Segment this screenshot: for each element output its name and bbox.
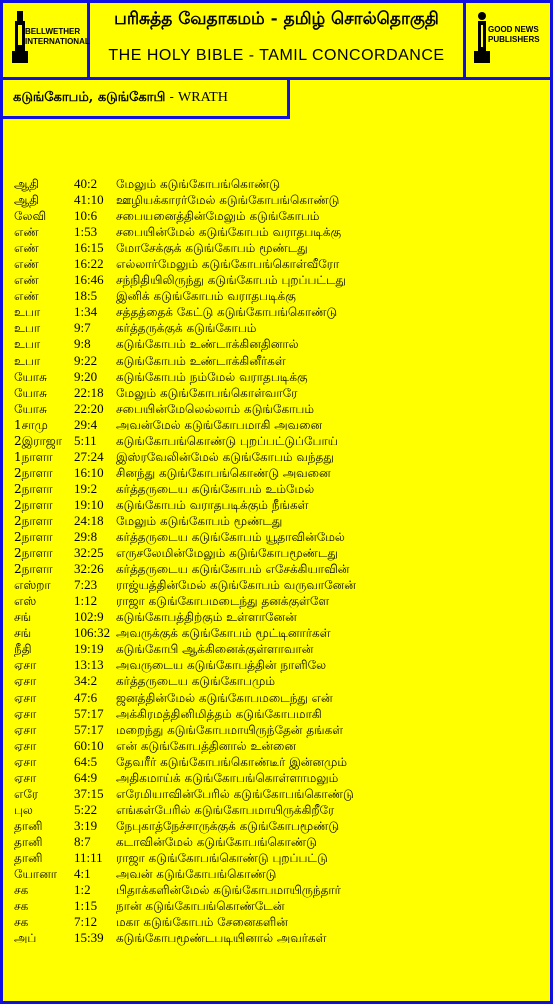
- entry-reference: 24:18: [74, 512, 104, 528]
- entry-reference: 16:10: [74, 464, 104, 480]
- publisher-right-line-2: PUBLISHERS: [488, 35, 540, 44]
- entry-reference: 9:22: [74, 352, 98, 368]
- entry-text: அவன்மேல் கடுங்கோபமாகி அவனை: [116, 417, 323, 432]
- entry-book: யோசு: [14, 385, 47, 400]
- entry-book: எஸ்: [14, 594, 37, 609]
- list-item: [14, 288, 544, 304]
- list-item: [14, 770, 544, 786]
- entry-reference: 40:2: [74, 176, 98, 191]
- entry-text: சபையின்மேல் கடுங்கோபம் வராதபடிக்கு: [116, 225, 342, 240]
- entry-reference: 9:7: [74, 320, 91, 336]
- list-item: [14, 802, 544, 818]
- list-item: [14, 561, 544, 577]
- topic-separator: -: [169, 90, 174, 105]
- list-item: [14, 385, 544, 401]
- title-english: THE HOLY BIBLE - TAMIL CONCORDANCE: [108, 47, 445, 64]
- entry-text: மகா கடுங்கோபம் சேனைகளின்: [116, 915, 288, 930]
- entry-text: ஜனத்தின்மேல் கடுங்கோபமடைந்து என்: [116, 690, 333, 705]
- entry-book: புல: [14, 802, 33, 817]
- entry-reference: 11:11: [74, 849, 103, 865]
- list-item: [14, 690, 544, 706]
- entry-reference: 1:34: [74, 304, 98, 320]
- list-item: [14, 224, 544, 240]
- entry-book: ஏசா: [14, 674, 37, 689]
- list-item: [14, 866, 544, 882]
- entry-text: கடுங்கோபமூண்டபடியினால் அவர்கள்: [116, 931, 327, 946]
- entry-text: மேலும் கடுங்கோபம் மூண்டது: [116, 513, 283, 528]
- entry-text: கடுங்கோபங்கொண்டு புறப்பட்டுப்போய்: [116, 433, 339, 448]
- entry-book: தானி: [14, 818, 43, 833]
- entry-reference: 4:1: [74, 866, 91, 882]
- entry-text: எங்கள்பேரில் கடுங்கோபமாயிருக்கிறீரே: [116, 802, 335, 817]
- entry-text: அவருக்குக் கடுங்கோபம் மூட்டினார்கள்: [116, 626, 331, 641]
- publisher-logo-left: [3, 3, 90, 80]
- entry-book: ஏசா: [14, 754, 37, 769]
- entry-reference: 16:46: [74, 272, 104, 288]
- entry-text: அவருடைய கடுங்கோபத்தின் நாளிலே: [116, 658, 327, 673]
- entry-book: யோசு: [14, 369, 47, 384]
- entry-text: நேபுகாத்நேச்சாருக்குக் கடுங்கோபமூண்டு: [116, 818, 340, 833]
- list-item: [14, 657, 544, 673]
- list-item: [14, 930, 544, 946]
- list-item: [14, 417, 544, 433]
- entry-reference: 64:5: [74, 753, 98, 769]
- title-tamil: பரிசுத்த வேதாகமம் - தமிழ் சொல்தொகுதி: [114, 9, 439, 29]
- entry-text: சபையனைத்தின்மேலும் கடுங்கோபம்: [116, 209, 320, 224]
- entry-book: 2நாளா: [14, 465, 53, 480]
- list-item: [14, 513, 544, 529]
- entry-book: ஏசா: [14, 722, 37, 737]
- entry-reference: 47:6: [74, 689, 98, 705]
- list-item: [14, 481, 544, 497]
- entry-text: நான் கடுங்கோபங்கொண்டேன்: [116, 899, 285, 914]
- entry-book: 2நாளா: [14, 562, 53, 577]
- entry-book: 2நாளா: [14, 530, 53, 545]
- entry-book: உபா: [14, 305, 41, 320]
- entry-reference: 7:23: [74, 577, 98, 593]
- list-item: [14, 240, 544, 256]
- publisher-name-left: [25, 27, 90, 47]
- entry-text: கர்த்தருடைய கடுங்கோபம் உம்மேல்: [116, 481, 315, 496]
- entry-text: கடாவின்மேல் கடுங்கோபங்கொண்டு: [116, 834, 317, 849]
- entry-reference: 19:2: [74, 480, 98, 496]
- entry-book: சக: [14, 883, 29, 898]
- entry-book: சக: [14, 915, 29, 930]
- list-item: [14, 722, 544, 738]
- entry-reference: 64:9: [74, 769, 98, 785]
- list-item: [14, 545, 544, 561]
- entry-book: 1நாளா: [14, 449, 53, 464]
- entry-book: ஏசா: [14, 738, 37, 753]
- entry-text: கர்த்தருடைய கடுங்கோபம் எசேக்கியாவின்: [116, 562, 350, 577]
- topic-english: WRATH: [178, 90, 228, 105]
- entry-text: பிதாக்களின்மேல் கடுங்கோபமாயிருந்தார்: [116, 883, 341, 898]
- list-item: [14, 320, 544, 336]
- entry-text: கர்த்தருடைய கடுங்கோபம் யூதாவின்மேல்: [116, 530, 345, 545]
- entry-reference: 10:6: [74, 208, 98, 224]
- entry-reference: 37:15: [74, 785, 104, 801]
- entry-text: ராஜ்யத்தின்மேல் கடுங்கோபம் வருவானேன்: [116, 578, 356, 593]
- list-item: [14, 625, 544, 641]
- entry-text: அக்கிரமத்தினிமித்தம் கடுங்கோபமாகி: [116, 706, 322, 721]
- entry-reference: 29:4: [74, 416, 98, 432]
- list-item: [14, 593, 544, 609]
- entry-text: மோசேக்குக் கடுங்கோபம் மூண்டது: [116, 241, 308, 256]
- entry-reference: 22:20: [74, 400, 104, 416]
- list-item: [14, 304, 544, 320]
- entry-book: எண்: [14, 289, 39, 304]
- entry-text: மறைந்து கடுங்கோபமாயிருந்தேன் தங்கள்: [116, 722, 344, 737]
- entry-reference: 1:53: [74, 224, 98, 240]
- entry-reference: 15:39: [74, 930, 104, 946]
- entry-book: ஆதி: [14, 193, 40, 208]
- list-item: [14, 529, 544, 545]
- entry-book: சங்: [14, 626, 32, 641]
- entry-book: 2நாளா: [14, 546, 53, 561]
- list-item: [14, 497, 544, 513]
- entry-text: கடுங்கோபி ஆக்கினைக்குள்ளாவான்: [116, 642, 314, 657]
- entry-text: மேலும் கடுங்கோபங்கொண்டு: [116, 177, 281, 191]
- entry-book: யோசு: [14, 401, 47, 416]
- entry-text: ஊழியக்காரர்மேல் கடுங்கோபங்கொண்டு: [116, 193, 340, 208]
- entry-text: சினந்து கடுங்கோபங்கொண்டு அவனை: [116, 465, 331, 480]
- entry-reference: 5:11: [74, 432, 97, 448]
- entry-text: கடுங்கோபம் உண்டாக்கினதினால்: [116, 337, 299, 352]
- entry-book: சக: [14, 899, 29, 914]
- list-item: [14, 192, 544, 208]
- list-item: [14, 738, 544, 754]
- entry-text: எல்லார்மேலும் கடுங்கோபங்கொள்வீரோ: [116, 257, 340, 272]
- entry-reference: 1:2: [74, 882, 91, 898]
- entry-reference: 57:17: [74, 721, 104, 737]
- entry-text: என் கடுங்கோபத்தினால் உன்னை: [116, 738, 296, 753]
- entry-text: கர்த்தருடைய கடுங்கோபமும்: [116, 674, 275, 689]
- list-item: [14, 369, 544, 385]
- entry-book: உபா: [14, 321, 41, 336]
- entry-book: 2நாளா: [14, 513, 53, 528]
- entry-book: தானி: [14, 834, 43, 849]
- list-item: [14, 898, 544, 914]
- list-item: [14, 786, 544, 802]
- list-item: [14, 433, 544, 449]
- entry-reference: 57:17: [74, 705, 104, 721]
- entry-book: ஆதி: [14, 177, 40, 191]
- entry-text: கடுங்கோபம் நம்மேல் வராதபடிக்கு: [116, 369, 308, 384]
- entry-book: 1சாமு: [14, 417, 48, 432]
- entry-book: ஏசா: [14, 770, 37, 785]
- title-box: [90, 3, 463, 80]
- list-item: [14, 706, 544, 722]
- entry-book: உபா: [14, 337, 41, 352]
- entry-text: இஸ்ரவேலின்மேல் கடுங்கோபம் வந்தது: [116, 449, 334, 464]
- entry-text: சபையின்மேலெல்லாம் கடுங்கோபம்: [116, 401, 314, 416]
- entry-text: கடுங்கோபத்திற்கும் உள்ளானேன்: [116, 610, 297, 625]
- list-item: [14, 914, 544, 930]
- entry-reference: 32:26: [74, 561, 104, 577]
- entry-text: சத்தத்தைக் கேட்டு கடுங்கோபங்கொண்டு: [116, 305, 338, 320]
- entry-reference: 29:8: [74, 529, 98, 545]
- entry-book: ஏசா: [14, 690, 37, 705]
- entry-text: தேவரீர் கடுங்கோபங்கொண்டீர் இன்னமும்: [116, 754, 348, 769]
- entry-book: அப்: [14, 931, 37, 946]
- entry-text: கடுங்கோபம் வராதபடிக்கும் நீங்கள்: [116, 497, 309, 512]
- publisher-name-right: [488, 25, 546, 45]
- list-item: [14, 449, 544, 465]
- entry-text: அவன் கடுங்கோபங்கொண்டு: [116, 867, 277, 882]
- entry-text: கர்த்தருக்குக் கடுங்கோபம்: [116, 321, 257, 336]
- entry-reference: 18:5: [74, 288, 98, 304]
- topic-heading: [13, 90, 228, 106]
- entry-reference: 7:12: [74, 914, 98, 930]
- entry-reference: 32:25: [74, 545, 104, 561]
- list-item: [14, 673, 544, 689]
- entry-reference: 8:7: [74, 833, 91, 849]
- entry-text: மேலும் கடுங்கோபங்கொள்வாரே: [116, 385, 298, 400]
- entry-reference: 102:9: [74, 609, 104, 625]
- entry-reference: 9:20: [74, 368, 98, 384]
- entry-text: ராஜா கடுங்கோபமடைந்து தனக்குள்ளே: [116, 594, 330, 609]
- header: [3, 3, 550, 77]
- entry-book: ஏசா: [14, 706, 37, 721]
- entry-book: எண்: [14, 225, 39, 240]
- entry-book: யோனா: [14, 867, 57, 882]
- entry-text: எருசலேமின்மேலும் கடுங்கோபமூண்டது: [116, 546, 338, 561]
- entry-book: எண்: [14, 241, 39, 256]
- list-item: [14, 577, 544, 593]
- publisher-left-line-1: BELLWETHER: [25, 27, 81, 36]
- list-item: [14, 818, 544, 834]
- entry-text: இனிக் கடுங்கோபம் வராதபடிக்கு: [116, 289, 296, 304]
- entry-book: ஏசா: [14, 658, 37, 673]
- entry-book: எரே: [14, 786, 39, 801]
- entry-reference: 27:24: [74, 448, 104, 464]
- entry-reference: 19:19: [74, 641, 104, 657]
- list-item: [14, 176, 544, 192]
- entry-text: சந்நிதியிலிருந்து கடுங்கோபம் புறப்பட்டது: [116, 273, 346, 288]
- list-item: [14, 641, 544, 657]
- entry-text: அதிகமாய்க் கடுங்கோபங்கொள்ளாமலும்: [116, 770, 339, 785]
- entry-book: 2நாளா: [14, 481, 53, 496]
- publisher-left-line-2: INTERNATIONAL: [25, 37, 90, 46]
- entry-reference: 60:10: [74, 737, 104, 753]
- entry-book: 2நாளா: [14, 497, 53, 512]
- entry-reference: 1:12: [74, 593, 98, 609]
- entry-reference: 34:2: [74, 673, 98, 689]
- entry-reference: 16:15: [74, 240, 104, 256]
- list-item: [14, 882, 544, 898]
- list-item: [14, 272, 544, 288]
- publisher-right-line-1: GOOD NEWS: [488, 25, 539, 34]
- entry-reference: 5:22: [74, 801, 98, 817]
- entry-reference: 22:18: [74, 384, 104, 400]
- list-item: [14, 754, 544, 770]
- topic-tamil: கடுங்கோபம், கடுங்கோபி: [13, 90, 166, 105]
- entry-text: எரேமியாவின்பேரில் கடுங்கோபங்கொண்டு: [116, 786, 354, 801]
- entry-book: எண்: [14, 273, 39, 288]
- entry-book: எண்: [14, 257, 39, 272]
- list-item: [14, 834, 544, 850]
- list-item: [14, 465, 544, 481]
- publisher-logo-right: [463, 3, 550, 80]
- entry-reference: 1:15: [74, 898, 98, 914]
- list-item: [14, 850, 544, 866]
- entry-reference: 13:13: [74, 657, 104, 673]
- entry-reference: 16:22: [74, 256, 104, 272]
- concordance-list: [14, 176, 544, 946]
- list-item: [14, 353, 544, 369]
- entry-reference: 106:32: [74, 625, 111, 641]
- entry-reference: 9:8: [74, 336, 91, 352]
- entry-book: எஸ்றா: [14, 578, 51, 593]
- entry-reference: 41:10: [74, 192, 104, 208]
- list-item: [14, 256, 544, 272]
- entry-book: உபா: [14, 353, 41, 368]
- list-item: [14, 609, 544, 625]
- entry-book: நீதி: [14, 642, 32, 657]
- entry-book: 2இராஜா: [14, 433, 63, 448]
- entry-reference: 3:19: [74, 817, 98, 833]
- entry-book: தானி: [14, 850, 43, 865]
- list-item: [14, 208, 544, 224]
- entry-book: சங்: [14, 610, 32, 625]
- topic-box: [3, 80, 290, 119]
- list-item: [14, 336, 544, 352]
- entry-reference: 19:10: [74, 496, 104, 512]
- entry-text: கடுங்கோபம் உண்டாக்கினீர்கள்: [116, 353, 286, 368]
- entry-book: லேவி: [14, 209, 47, 224]
- list-item: [14, 401, 544, 417]
- entry-text: ராஜா கடுங்கோபங்கொண்டு புறப்பட்டு: [116, 850, 328, 865]
